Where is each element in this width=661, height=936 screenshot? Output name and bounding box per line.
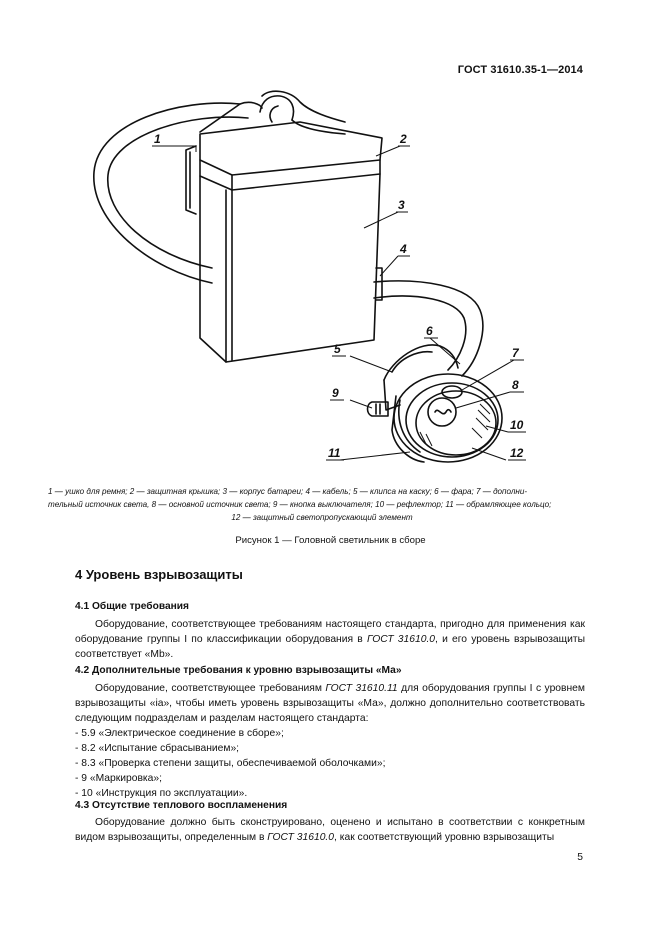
- figure-label-9: 9: [332, 386, 339, 400]
- text-run: Оборудование должно быть сконструировано, оценено и испытано в соответствии с конкретным видом взрывозащиты, определенным в: [75, 817, 585, 843]
- belt-loop: [186, 146, 196, 214]
- cable-outer-left: [108, 117, 248, 268]
- subsection-4-3-title: 4.3 Отсутствие теплового воспламенения: [75, 800, 288, 811]
- figure-label-5: 5: [334, 342, 341, 356]
- figure-label-12: 12: [510, 446, 524, 460]
- figure-label-1: 1: [154, 132, 161, 146]
- subsection-4-3-text: [75, 815, 585, 845]
- list-item: - 5.9 «Электрическое соединение в сборе»;: [75, 728, 284, 739]
- text-run: для оборудования группы I с уровнем взрывозащиты «ia», чтобы иметь уровень взрывозащиты «Ма», должно дополнительно соответствовать следующим подразделам и разделам настоящего стандарта:: [75, 683, 585, 724]
- figure-title: Рисунок 1 — Головной светильник в сборе: [235, 535, 426, 546]
- figure-label-3: 3: [398, 198, 405, 212]
- figure-label-8: 8: [512, 378, 519, 392]
- figure-label-4: 4: [400, 242, 407, 256]
- subsection-4-1-text: [75, 617, 585, 662]
- subsection-4-2-title: 4.2 Дополнительные требования к уровню взрывозащиты «Ма»: [75, 665, 402, 676]
- text-run: Оборудование, соответствующее требованиям: [95, 683, 326, 694]
- figure-label-10: 10: [510, 418, 524, 432]
- cable-right-inner: [374, 296, 466, 370]
- reflector-hatching: [420, 404, 490, 446]
- text-run: , как соответствующий уровню взрывозащиты: [334, 832, 555, 843]
- legend-line: 1 — ушко для ремня; 2 — защитная крышка; 3 — корпус батареи; 4 — кабель; 5 — клипса на каску; 6 — фара; 7 — дополни-: [48, 487, 528, 496]
- figure-legend: [48, 485, 596, 524]
- figure-label-7: 7: [512, 346, 519, 360]
- battery-body: [200, 174, 380, 362]
- list-item: - 10 «Инструкция по эксплуатации».: [75, 788, 248, 799]
- list-item: - 8.3 «Проверка степени защиты, обеспечиваемой оболочками»;: [75, 758, 386, 769]
- subsection-4-2-list: [75, 726, 585, 801]
- subsection-4-1-title: 4.1 Общие требования: [75, 601, 189, 612]
- figure-label-11: 11: [328, 446, 341, 460]
- document-header: ГОСТ 31610.35-1—2014: [457, 64, 583, 76]
- legend-line: тельный источник света, 8 — основной источник света; 9 — кнопка выключателя; 10 — рефлектор; 11 — обрамляющее кольцо;: [48, 500, 552, 509]
- standard-reference: ГОСТ 31610.11: [325, 683, 398, 694]
- section-4-title: 4 Уровень взрывозащиты: [75, 567, 243, 582]
- list-item: - 8.2 «Испытание сбрасыванием»;: [75, 743, 240, 754]
- cable-inner-left: [94, 103, 240, 283]
- lamp-reflector: [416, 391, 496, 455]
- page-number: 5: [577, 852, 583, 863]
- subsection-4-2-text: [75, 681, 585, 726]
- text-run: , и его уровень взрывозащиты соответствует «Mb».: [75, 634, 586, 660]
- figure-label-2: 2: [400, 132, 407, 146]
- figure-label-6: 6: [426, 324, 433, 338]
- text-run: Оборудование, соответствующее требованиям настоящего стандарта, пригодно для применения как оборудование группы I по классификации оборудования в: [75, 619, 585, 645]
- list-item: - 9 «Маркировка»;: [75, 773, 162, 784]
- standard-reference: ГОСТ 31610.0: [267, 832, 335, 843]
- protective-cover: [200, 122, 382, 175]
- legend-line: 12 — защитный светопропускающий элемент: [231, 513, 413, 522]
- standard-reference: ГОСТ 31610.0: [366, 634, 436, 645]
